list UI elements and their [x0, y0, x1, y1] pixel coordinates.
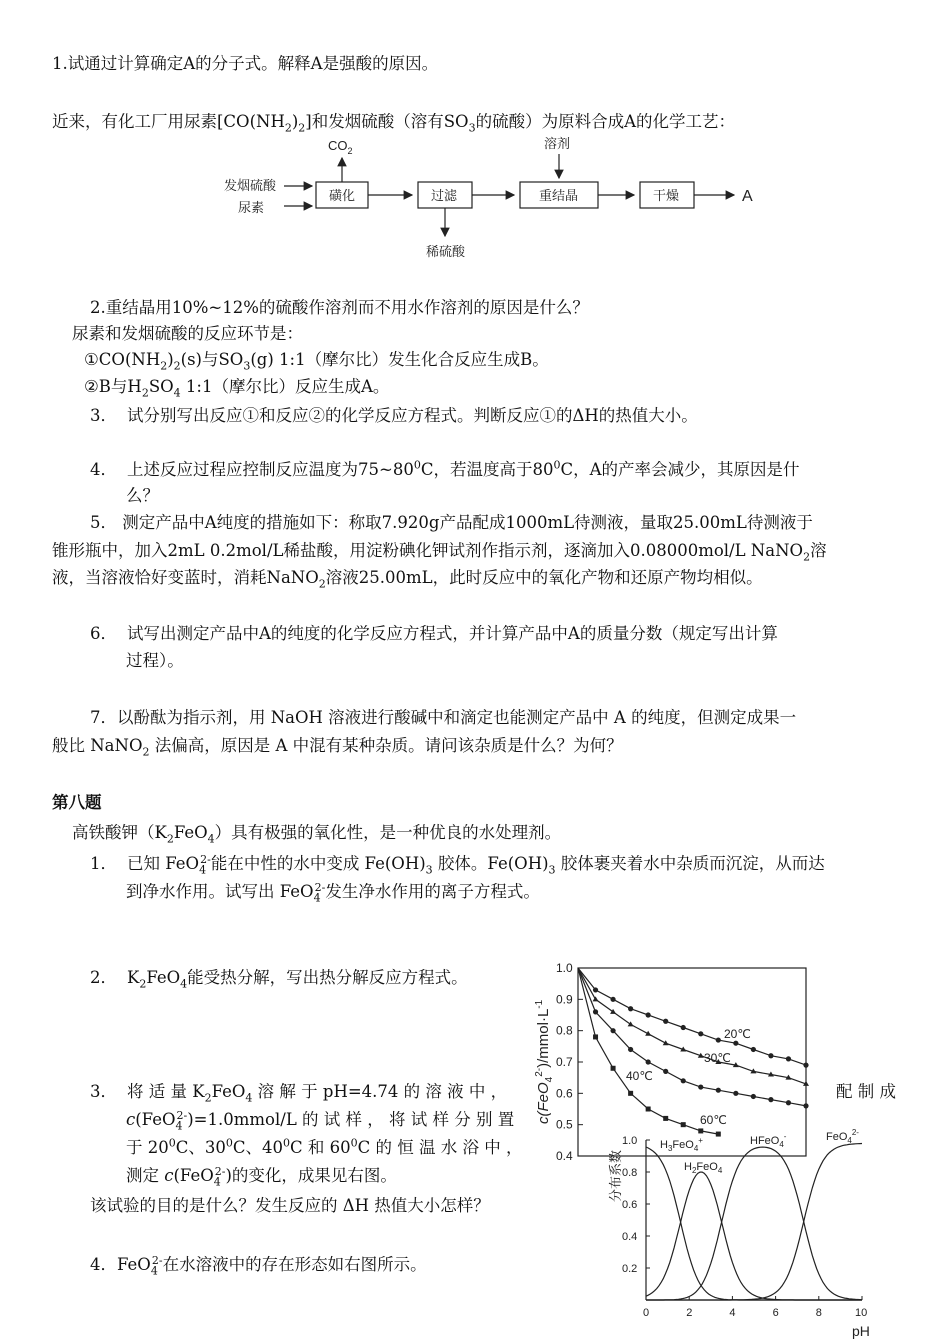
chart2-species-label: FeO$_4^{2-}$ — [826, 1128, 859, 1145]
chart1-y-axis-label: $c(FeO_4^{2-})/mmol\cdot L^{-1}$ — [534, 999, 555, 1124]
chart2-species-label: HFeO$_4$- — [750, 1132, 787, 1149]
chart1-point — [646, 1012, 651, 1017]
filtration-label: 过滤 — [431, 188, 458, 203]
question-4: 4． 上述反应过程应控制反应温度为$75\sim 80^0C$，若温度高于$80^0C$，A的产率会减少，其原因是什 — [90, 458, 800, 479]
chart2-species-curve — [646, 1172, 862, 1300]
chart2-species-label: $H_3FeO_4^+$ — [660, 1136, 703, 1153]
s8-question-3-line1: 3． 将 适 量 $K_2FeO_4$ 溶 解 于 pH=4.74 的 溶 液 中 ， — [90, 1082, 508, 1105]
reaction-2: ②B与$H_2SO_4$ 1:1（摩尔比）反应生成A。 — [84, 377, 390, 400]
chart1-point — [593, 1009, 598, 1014]
chart2-species-label: $H_2FeO_4$ — [684, 1161, 723, 1175]
chart1-point — [768, 1053, 773, 1058]
product-a-label: A — [742, 188, 753, 205]
chart1-point — [610, 1028, 615, 1033]
chart1-ytick-label: 0.9 — [556, 992, 573, 1007]
chart1-point — [628, 1091, 633, 1096]
chart1-series-label: 20℃ — [724, 1027, 751, 1041]
chart2-xtick-label: 2 — [686, 1307, 693, 1319]
question-6-cont: 过程）。 — [126, 651, 184, 670]
chart1-point — [646, 1059, 651, 1064]
drying-label: 干燥 — [653, 188, 680, 203]
s8-question-3-line2: c(FeO$_4^{2-}$)=1.0mmol/L 的 试 样 ， 将 试 样 分 别 置 — [126, 1108, 515, 1133]
chart1-point — [716, 1037, 721, 1042]
question-1: 1.试通过计算确定A的分子式。解释A是强酸的原因。 — [52, 54, 439, 73]
chart1-point — [733, 1041, 738, 1046]
s8-question-4: 4．FeO$_4^{2-}$在水溶液中的存在形态如右图所示。 — [90, 1253, 427, 1278]
section-8-intro: 高铁酸钾$(K_2FeO_4)$具有极强的氧化性，是一种优良的水处理剂。 — [72, 823, 562, 846]
ferrate-speciation-chart — [600, 1122, 880, 1342]
question-5-line1: 5． 测定产品中A纯度的措施如下：称取7.920g产品配成1000mL待测液，量取25.00mL待测液于 — [90, 513, 813, 532]
chart2-y-axis-label: 分布系数 — [608, 1149, 623, 1202]
recrystallization-label: 重结晶 — [539, 188, 579, 203]
question-2: 2.重结晶用10%~12%的硫酸作溶剂而不用水作溶剂的原因是什么？ — [90, 298, 589, 317]
chart2-xtick-label: 4 — [729, 1307, 736, 1319]
chart1-series-label: 60℃ — [700, 1113, 727, 1127]
s8-question-2: 2． $K_2FeO_4$能受热分解，写出热分解反应方程式。 — [90, 968, 468, 991]
dilute-acid-label: 稀硫酸 — [426, 244, 466, 259]
co2-label: $CO_2$ — [328, 138, 353, 156]
chart1-point — [786, 1100, 791, 1105]
chart1-ytick-label: 0.8 — [556, 1023, 573, 1038]
process-flow-diagram — [220, 132, 780, 264]
chart2-ytick-label: 0.4 — [622, 1231, 638, 1243]
chart2-ytick-label: 0.6 — [622, 1199, 638, 1211]
question-5-line2: 锥形瓶中，加入2mL 0.2mol/L稀盐酸，用淀粉碘化钾试剂作指示剂，逐滴加入0.08000mol/L NaNO$_2$溶 — [52, 541, 827, 564]
process-intro: 近来，有化工厂用尿素$[CO(NH_2)_2]$和发烟硫酸（溶有$SO_3$的硫酸）为原料合成A的化学工艺： — [52, 112, 735, 135]
question-7-line1: 7．以酚酞为指示剂，用 NaOH 溶液进行酸碱中和滴定也能测定产品中 A 的纯度，但测定成果一 — [90, 708, 797, 727]
input-urea-label: 尿素 — [238, 200, 265, 215]
question-6: 6． 试写出测定产品中A的纯度的化学反应方程式，并计算产品中A的质量分数（规定写出计算 — [90, 624, 778, 643]
chart2-species-curve — [646, 1147, 862, 1300]
question-3: 3． 试分别写出反应①和反应②的化学反应方程式。判断反应①的ΔH的热值大小。 — [90, 406, 698, 425]
chart1-point — [681, 1078, 686, 1083]
chart2-xtick-label: 8 — [815, 1307, 822, 1319]
chart1-point — [698, 1031, 703, 1036]
chart1-point — [646, 1107, 651, 1112]
chart1-point — [698, 1084, 703, 1089]
stage-intro: 尿素和发烟硫酸的反应环节是： — [72, 324, 303, 343]
chart1-point — [751, 1094, 756, 1099]
chart1-point — [663, 1116, 668, 1121]
chart2-species-curve — [646, 1147, 862, 1300]
chart1-point — [681, 1025, 686, 1030]
chart1-point — [611, 1066, 616, 1071]
s8-question-3-line3: 于 $20^0C$、$30^0C$、$40^0C$ 和 $60^0C$ 的 恒 温 水 浴 中 ， — [126, 1136, 523, 1157]
chart1-point — [803, 1103, 808, 1108]
chart2-ytick-label: 0.8 — [622, 1167, 638, 1179]
s8-question-3-line4: 测定 c(FeO$_4^{2-}$)的变化，成果见右图。 — [126, 1164, 397, 1189]
chart1-point — [628, 1006, 633, 1011]
chart1-point — [593, 987, 598, 992]
chart1-point — [751, 1047, 756, 1052]
question-4-cont: 么？ — [126, 486, 159, 505]
chart2-xtick-label: 6 — [772, 1307, 779, 1319]
chart1-series-label: 40℃ — [626, 1069, 653, 1083]
chart2-ytick-label: 0.2 — [622, 1263, 638, 1275]
chart2-species-curve — [646, 1144, 862, 1301]
chart1-point — [733, 1091, 738, 1096]
chart2-xtick-label: 0 — [643, 1307, 650, 1319]
question-5-line3: 液，当溶液恰好变蓝时，消耗NaNO$_2$溶液25.00mL，此时反应中的氧化产物和还原产物均相似。 — [52, 568, 763, 591]
chart1-ytick-label: 0.6 — [556, 1086, 573, 1101]
s8-question-3-line5: 该试验的目的是什么？发生反应的 ΔH 热值大小怎样？ — [90, 1196, 490, 1215]
chart2-x-axis-label: pH — [852, 1323, 870, 1339]
input-oleum-label: 发烟硫酸 — [224, 178, 277, 193]
chart1-point — [663, 1069, 668, 1074]
chart1-point — [593, 1034, 598, 1039]
section-8-title: 第八题 — [52, 793, 102, 812]
question-7-line2: 般比 NaNO$_2$ 法偏高，原因是 A 中混有某种杂质。请问该杂质是什么？为何？ — [52, 736, 623, 759]
chart2-xtick-label: 10 — [855, 1307, 868, 1319]
chart1-point — [803, 1063, 808, 1068]
reaction-1: $①CO(NH_2)_2(s)$与$SO_3(g)$ 1:1（摩尔比）发生化合反应生成B。 — [84, 350, 549, 373]
chart1-ytick-label: 0.7 — [556, 1055, 573, 1069]
solvent-label: 溶剂 — [544, 136, 571, 151]
chart1-ytick-label: 1.0 — [556, 961, 573, 975]
chart1-point — [768, 1097, 773, 1102]
s8-question-3-line1-end: 配 制 成 — [836, 1082, 896, 1101]
s8-question-1-cont: 到净水作用。试写出 FeO$_4^{2-}$发生净水作用的离子方程式。 — [126, 880, 540, 905]
chart1-point — [786, 1056, 791, 1061]
chart1-point — [628, 1047, 633, 1052]
sulfonation-label: 磺化 — [329, 188, 356, 203]
chart1-ytick-label: 0.5 — [556, 1117, 573, 1132]
chart1-series-label: 30℃ — [704, 1051, 731, 1065]
chart2-ytick-label: 1.0 — [622, 1135, 638, 1147]
chart1-point — [716, 1088, 721, 1093]
chart1-point — [610, 997, 615, 1002]
chart1-point — [663, 1019, 668, 1024]
chart1-ytick-label: 0.4 — [556, 1149, 573, 1163]
s8-question-1: 1． 已知 FeO$_4^{2-}$能在中性的水中变成 $Fe(OH)_3$ 胶体。$Fe(OH)_3$ 胶体裹夹着水中杂质而沉淀，从而达 — [90, 852, 825, 877]
